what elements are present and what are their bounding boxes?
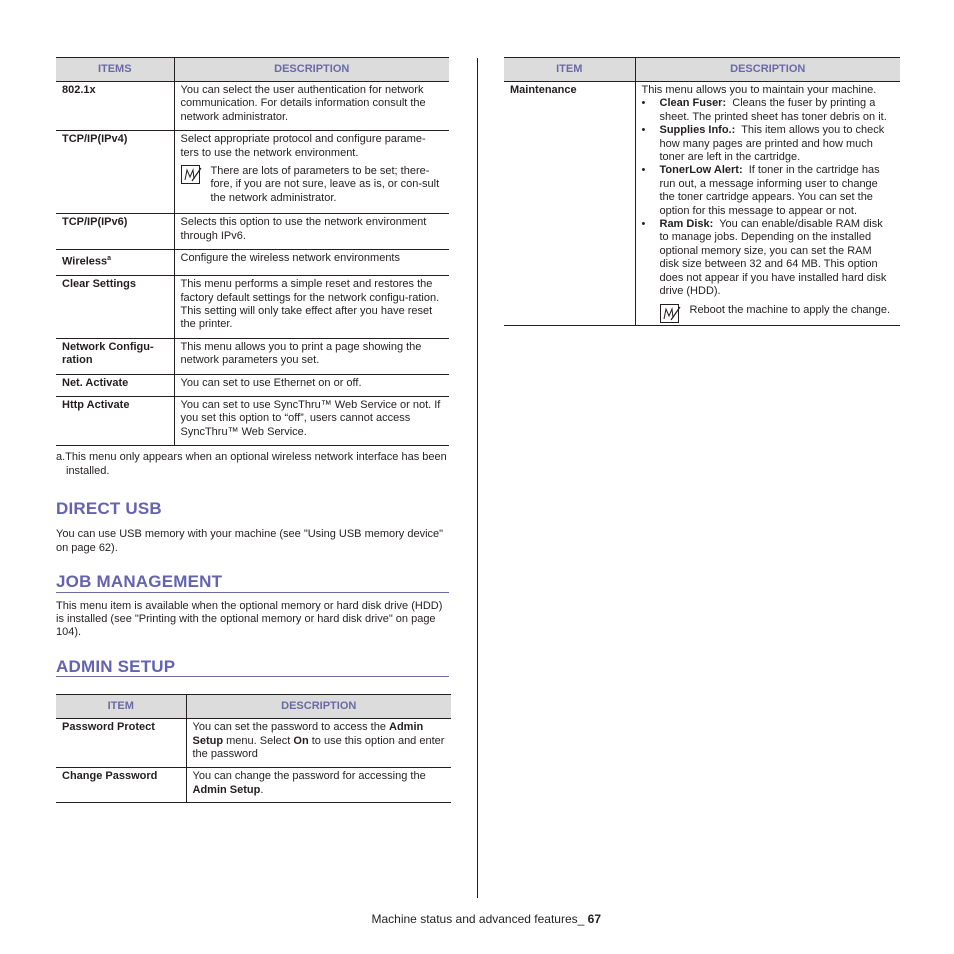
- item-cell: Http Activate: [56, 396, 174, 445]
- bold-text: On: [293, 734, 309, 747]
- option-text: This item allows you to check how many pages are printed and how much toner are left in the cartridge.: [659, 124, 885, 164]
- item-cell: Maintenance: [504, 82, 635, 326]
- job-management-text: This menu item is available when the optional memory or hard disk drive (HDD) is installed (see "Printing with the optional memory or hard disk drive" on page 104).: [56, 599, 443, 639]
- item-cell: Password Protect: [56, 719, 186, 768]
- description-cell: Selects this option to use the network environment through IPv6.: [174, 214, 449, 250]
- admin-setup-table: [56, 694, 451, 803]
- item-cell: Net. Activate: [56, 374, 174, 396]
- text: .: [260, 783, 264, 796]
- note-text: There are lots of parameters to be set; there-fore, if you are not sure, leave as is, or con-sult the network administrator.: [210, 165, 440, 204]
- item-label: Wireless: [62, 255, 108, 268]
- description-cell: [174, 131, 449, 214]
- description-cell: [635, 82, 900, 326]
- item-cell: 802.1x: [56, 82, 174, 131]
- description-cell: [186, 719, 451, 768]
- table-row: [56, 250, 449, 276]
- footnote-marker: a: [107, 255, 112, 263]
- option-label: Supplies Info.:: [659, 124, 736, 137]
- option-text: Cleans the fuser by printing a sheet. The printed sheet has toner debris on it.: [659, 97, 887, 123]
- text: You can set the password to access the: [192, 721, 389, 734]
- option-text: If toner in the cartridge has run out, a message informing user to change the toner cartridge appears. You can set the option for this message to appear or not.: [659, 164, 880, 217]
- right-column: [504, 0, 900, 326]
- description-text: Select appropriate protocol and configure parame-ters to use the network environment.: [180, 133, 426, 159]
- option-text: You can enable/disable RAM disk to manage jobs. Depending on the installed optional memory size, you can set the RAM disk size between 32 and 64 MB. This option does not appear if you have installed hard disk drive (HDD).: [659, 218, 887, 298]
- text: menu. Select: [223, 734, 294, 747]
- item-cell: [56, 250, 174, 276]
- maintenance-table: [504, 57, 900, 326]
- table-row: [56, 276, 449, 339]
- direct-usb-text: You can use USB memory with your machine (see "Using USB memory device" on page 62).: [56, 528, 444, 554]
- table-header-item: ITEM: [504, 58, 635, 82]
- bold-text: Admin Setup: [192, 783, 261, 796]
- table-row: [56, 82, 449, 131]
- table-header-description: DESCRIPTION: [186, 695, 451, 719]
- description-cell: You can select the user authentication for network communication. For details information consult the network administrator.: [174, 82, 449, 131]
- item-cell: Network Configu-ration: [56, 338, 174, 374]
- item-cell: Change Password: [56, 768, 186, 803]
- column-divider: [477, 58, 478, 898]
- table-row: [56, 214, 449, 250]
- table-header-description: DESCRIPTION: [174, 58, 449, 82]
- description-cell: You can set to use Ethernet on or off.: [174, 374, 449, 396]
- note-icon: [181, 165, 203, 185]
- description-cell: This menu performs a simple reset and restores the factory default settings for the network configu-ration. This setting will only take effect after you have reset the printer.: [174, 276, 449, 339]
- item-cell: TCP/IP(IPv4): [56, 131, 174, 214]
- description-intro: This menu allows you to maintain your machine.: [641, 84, 877, 96]
- description-cell: [186, 768, 451, 803]
- table-row: [56, 768, 451, 803]
- section-heading-admin-setup: ADMIN SETUP: [56, 660, 449, 677]
- option-label: Clean Fuser:: [659, 97, 727, 110]
- list-item: [642, 97, 893, 124]
- section-heading-direct-usb: DIRECT USB: [56, 499, 162, 518]
- table-row: [56, 131, 449, 214]
- footnote: a.This menu only appears when an optional wireless network interface has been installed.: [56, 451, 447, 477]
- table-row: [56, 374, 449, 396]
- list-item: [642, 124, 893, 164]
- table-row: [504, 82, 900, 326]
- list-item: [642, 218, 893, 298]
- page-footer: [372, 913, 602, 926]
- table-header-item: ITEM: [56, 695, 186, 719]
- maintenance-options-list: [642, 97, 893, 298]
- note-text: Reboot the machine to apply the change.: [689, 303, 891, 316]
- note-icon: [660, 304, 682, 324]
- item-cell: TCP/IP(IPv6): [56, 214, 174, 250]
- description-cell: This menu allows you to print a page showing the network parameters you set.: [174, 338, 449, 374]
- option-label: TonerLow Alert:: [659, 164, 743, 177]
- network-settings-table: [56, 57, 449, 446]
- table-row: [56, 396, 449, 445]
- section-heading-job-management: JOB MANAGEMENT: [56, 575, 449, 592]
- page-number: 67: [587, 912, 601, 926]
- note: [181, 165, 445, 205]
- item-cell: Clear Settings: [56, 276, 174, 339]
- left-column: [56, 0, 449, 803]
- table-header-description: DESCRIPTION: [635, 58, 900, 82]
- table-row: [56, 338, 449, 374]
- description-cell: Configure the wireless network environments: [174, 250, 449, 276]
- description-cell: You can set to use SyncThru™ Web Service or not. If you set this option to “off”, users cannot access SyncThru™ Web Service.: [174, 396, 449, 445]
- table-row: [56, 719, 451, 768]
- footer-text: Machine status and advanced features_: [371, 912, 588, 926]
- table-header-items: ITEMS: [56, 58, 174, 82]
- text: You can change the password for accessing the: [192, 770, 426, 783]
- bold-text: Admin Setup: [192, 721, 424, 747]
- note: [660, 304, 893, 317]
- text: to use this option and enter the password: [192, 734, 445, 761]
- option-label: Ram Disk:: [659, 218, 714, 231]
- list-item: [642, 164, 893, 218]
